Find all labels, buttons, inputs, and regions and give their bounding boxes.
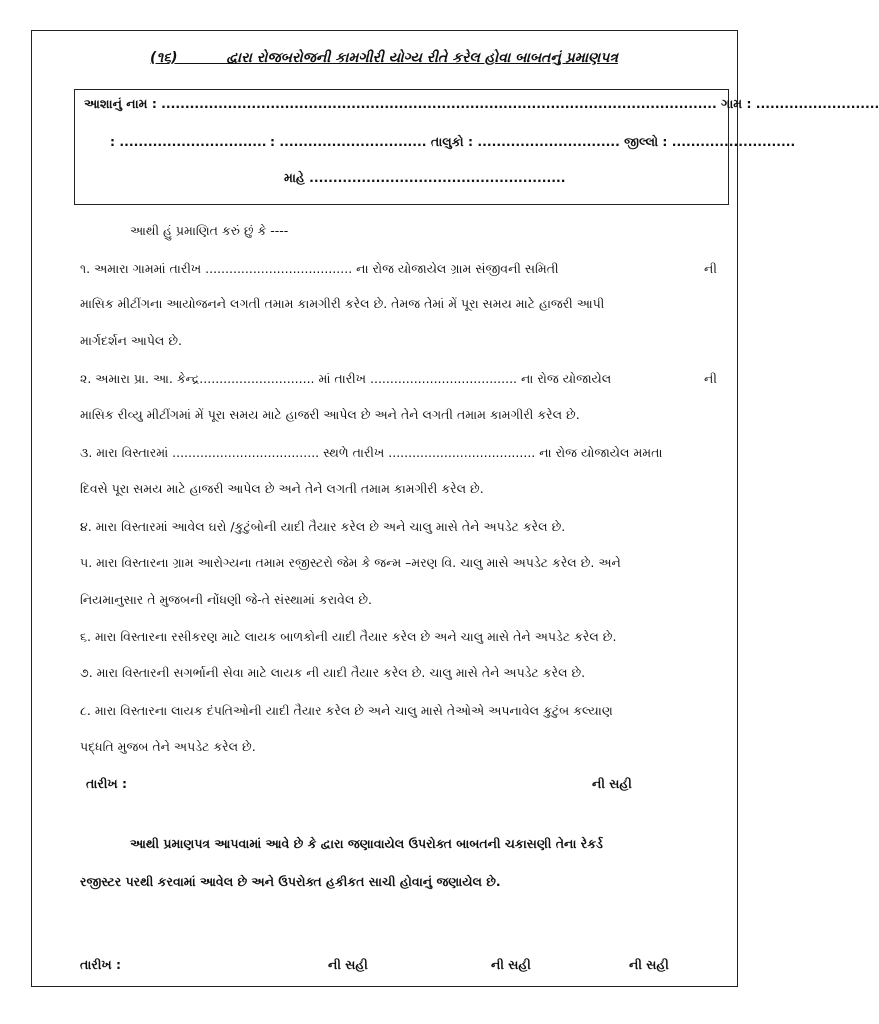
final-date-label: તારીખ : [80,957,122,972]
document-title: (૧૬) દ્વારા રોજબરોજની કામગીરી યોગ્ય રીતે કરેલ હોવા બાબતનું પ્રમાણપત્ર [150,50,618,66]
body-line: ૭. મારા વિસ્તારની સગર્ભાની સેવા માટે લાયક ની યાદી તૈયાર કરેલ છે. ચાલુ માસે તેને અપડેટ કરેલ છે. [80,665,586,680]
body-line: ૧. અમારા ગામમાં તારીખ ..................................... ના રોજ યોજાયેલ ગ્રામ સંજીવની સમિતી [80,261,559,276]
signature-label: ની સહી [328,957,368,972]
body-line: ૫. મારા વિસ્તારના ગ્રામ આરોગ્યના તમામ રજીસ્ટરો જેમ કે જન્મ –મરણ વિ. ચાલુ માસે અપડેટ કરેલ છે. અને [80,555,621,570]
signature-label: ની સહી [592,776,632,791]
certificate-line: રજીસ્ટર પરથી કરવામાં આવેલ છે અને ઉપરોક્ત હકીકત સાચી હોવાનું જણાયેલ છે. [80,874,501,889]
month-field: માહે ...................................................... [284,170,566,185]
body-line: નિયમાનુસાર તે મુજબની નોંધણી જે-તે સંસ્થામાં કરાવેલ છે. [80,592,373,607]
date-label: તારીખ : [86,776,128,791]
signature-label: ની સહી [491,957,531,972]
body-line: દિવસે પૂરા સમય માટે હાજરી આપેલ છે અને તેને લગતી તમામ કામગીરી કરેલ છે. [80,481,484,496]
body-line-tail: ની [704,371,717,386]
intro-line: આથી હું પ્રમાણિત કરું છું કે ---- [130,223,289,238]
body-line: ૪. મારા વિસ્તારમાં આવેલ ઘરો /કુટુંબોની યાદી તૈયાર કરેલ છે અને ચાલુ માસે તેને અપડેટ કરેલ છે. [80,519,566,534]
body-line-tail: ની [704,261,717,276]
asha-name-field: આશાનું નામ : ..................................................................................................................... ગામ : .......................... [84,96,879,111]
certificate-line: આથી પ્રમાણપત્ર આપવામાં આવે છે કે દ્વારા જણાવાયેલ ઉપરોક્ત બાબતની ચકાસણી તેના રેકર્ડ [130,836,603,851]
body-line: પદ્ધતિ મુજબ તેને અપડેટ કરેલ છે. [80,739,256,754]
body-line: માસિક રીવ્યુ મીટીંગમાં મેં પૂરા સમય માટે હાજરી આપેલ છે અને તેને લગતી તમામ કામગીરી કરેલ છે. [80,407,580,422]
body-line: ૮. મારા વિસ્તારના લાયક દંપતિઓની યાદી તૈયાર કરેલ છે અને ચાલુ માસે તેઓએ અપનાવેલ કુટુંબ કલ્યાણ [80,703,613,718]
body-line: ૨. અમારા પ્રા. આ. કેન્દ્ર............................. માં તારીખ ..................................... ના રોજ યોજાયેલ [80,371,612,386]
header-row2-left: : ............................... [110,134,267,149]
body-line: માસિક મીટીંગના આયોજનને લગતી તમામ કામગીરી કરેલ છે. તેમજ તેમાં મેં પૂરા સમય માટે હાજરી આપી [80,296,605,311]
header-row2-right: : ............................... તાલુકો : .............................. જીલ્લો : .......................... [270,134,796,149]
body-line: ૬. મારા વિસ્તારના રસીકરણ માટે લાયક બાળકોની યાદી તૈયાર કરેલ છે અને ચાલુ માસે તેને અપડેટ કરેલ છે. [80,629,617,644]
signature-label: ની સહી [629,957,669,972]
body-line: ૩. મારા વિસ્તારમાં ..................................... સ્થળે તારીખ ..................................... ના રોજ યોજાયેલ મમતા [80,445,663,460]
body-line: માર્ગદર્શન આપેલ છે. [80,333,182,348]
